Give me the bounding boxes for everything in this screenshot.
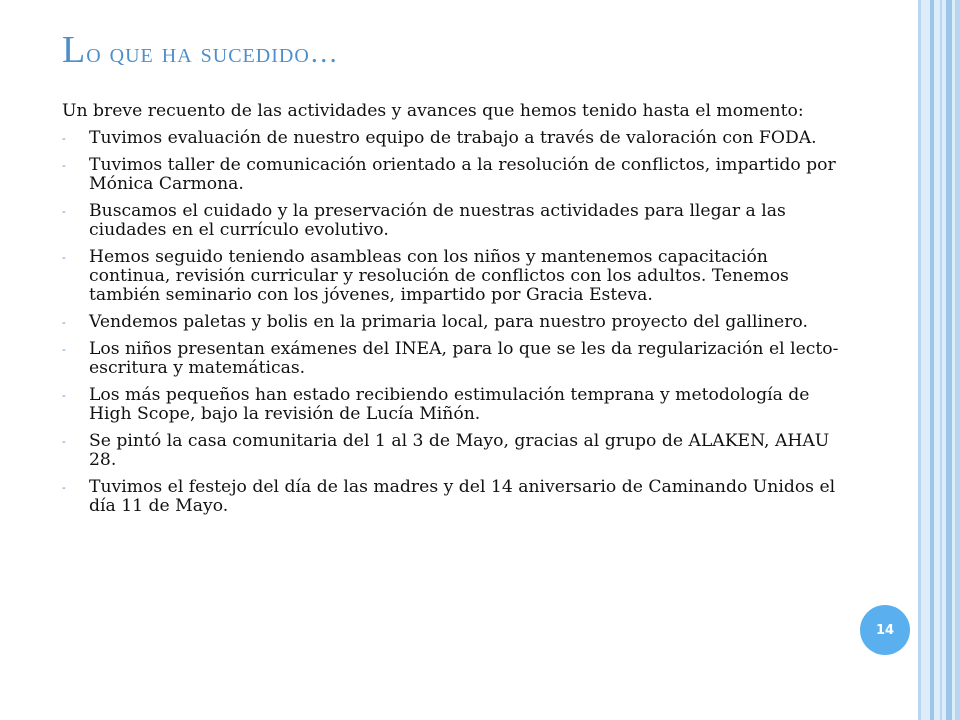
title-initial: L (62, 29, 87, 71)
bullet-dash-icon: - (62, 481, 66, 494)
bullet-dash-icon: - (62, 343, 66, 356)
list-item-text: Hemos seguido teniendo asambleas con los niños y mantenemos capacitación continua, revisión curricular y resolución de conflictos con los adultos. Tenemos también seminario con los jóvenes, impartido por Gracia Esteva. (89, 247, 789, 305)
list-item-text: Tuvimos evaluación de nuestro equipo de trabajo a través de valoración con FODA. (89, 128, 817, 148)
list-item (62, 156, 852, 194)
list-item (62, 478, 852, 516)
list-item-text: Tuvimos taller de comunicación orientado a la resolución de conflictos, impartido por Mónica Carmona. (89, 155, 836, 194)
list-item-text: Tuvimos el festejo del día de las madres y del 14 aniversario de Caminando Unidos el día 11 de Mayo. (89, 477, 836, 516)
bullet-dash-icon: - (62, 435, 66, 448)
intro-text: Un breve recuento de las actividades y avances que hemos tenido hasta el momento: (62, 101, 804, 121)
stripe (918, 0, 921, 720)
title-rest: o que ha sucedido… (86, 38, 339, 69)
bullet-dash-icon: - (62, 205, 66, 218)
list-item (62, 340, 852, 378)
list-item (62, 432, 852, 470)
stripe (930, 0, 934, 720)
list-item (62, 129, 852, 148)
list-item (62, 313, 852, 332)
list-item (62, 202, 852, 240)
stripe (946, 0, 952, 720)
bullet-dash-icon: - (62, 316, 66, 329)
bullet-dash-icon: - (62, 132, 66, 145)
list-item-text: Los más pequeños han estado recibiendo estimulación temprana y metodología de High Scope, bajo la revisión de Lucía Miñón. (89, 385, 810, 424)
list-item (62, 248, 852, 305)
bullet-list (62, 129, 852, 516)
list-item-text: Vendemos paletas y bolis en la primaria local, para nuestro proyecto del gallinero. (89, 312, 808, 332)
list-item-text: Se pintó la casa comunitaria del 1 al 3 de Mayo, gracias al grupo de ALAKEN, AHAU 28. (89, 431, 830, 470)
bullet-dash-icon: - (62, 389, 66, 402)
bullet-dash-icon: - (62, 159, 66, 172)
slide-title (62, 28, 339, 72)
bullet-dash-icon: - (62, 251, 66, 264)
stripe (940, 0, 942, 720)
page-number-badge: 14 (860, 605, 910, 655)
list-item (62, 386, 852, 424)
decorative-stripes (918, 0, 960, 720)
slide-body (62, 102, 852, 524)
stripe (955, 0, 960, 720)
list-item-text: Los niños presentan exámenes del INEA, para lo que se les da regularización el lecto-escritura y matemáticas. (89, 339, 839, 378)
list-item-text: Buscamos el cuidado y la preservación de nuestras actividades para llegar a las ciudades en el currículo evolutivo. (89, 201, 786, 240)
